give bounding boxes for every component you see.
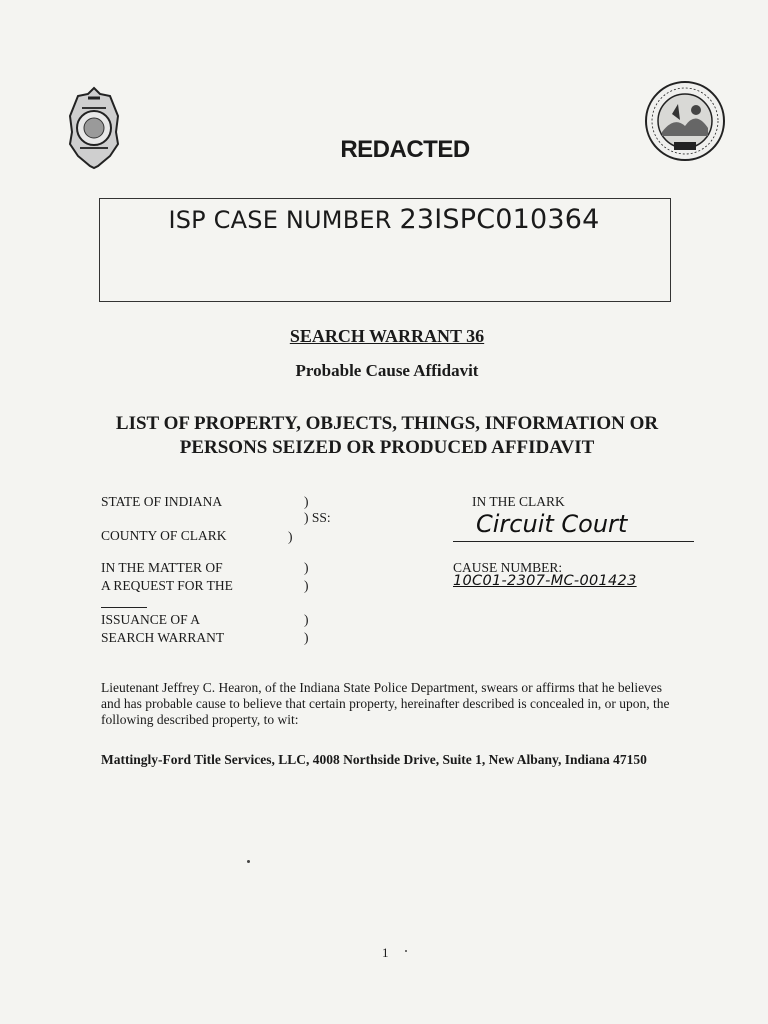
caption-paren: ) — [288, 529, 293, 544]
property-description: Mattingly-Ford Title Services, LLC, 4008 Northside Drive, Suite 1, New Albany, Indiana 47150 — [101, 752, 647, 767]
list-heading-line-1: LIST OF PROPERTY, OBJECTS, THINGS, INFORMATION OR — [115, 413, 659, 434]
caption-paren: ) — [304, 494, 309, 509]
caption-matter-line-2: A REQUEST FOR THE — [101, 578, 233, 593]
list-heading-line-2: PERSONS SEIZED OR PRODUCED AFFIDAVIT — [179, 437, 595, 458]
stray-mark — [405, 950, 407, 952]
caption-issuance-line-1: ISSUANCE OF A — [101, 612, 201, 627]
list-heading — [60, 412, 714, 460]
caption-county: COUNTY OF CLARK — [101, 528, 227, 543]
court-label: IN THE CLARK — [472, 494, 565, 509]
case-number-value: 23ISPC010364 — [399, 204, 600, 235]
caption-paren: ) — [304, 578, 309, 593]
search-warrant-title: SEARCH WARRANT 36 — [289, 326, 485, 346]
caption-state: STATE OF INDIANA — [101, 494, 223, 509]
page-number: 1 — [382, 945, 389, 960]
stray-mark — [247, 860, 250, 863]
caption-issuance-line-2: SEARCH WARRANT — [101, 630, 225, 645]
document-subtitle: Probable Cause Affidavit — [295, 361, 479, 380]
caption-paren: ) — [304, 560, 309, 575]
court-signature-line — [453, 541, 694, 542]
caption-short-rule — [101, 607, 147, 608]
caption-ss: ) SS: — [304, 510, 331, 525]
case-number-label: ISP CASE NUMBER — [168, 206, 392, 234]
redacted-label: REDACTED — [340, 136, 470, 163]
court-handwritten: Circuit Court — [476, 510, 628, 538]
caption-paren: ) — [304, 630, 309, 645]
caption-paren: ) — [304, 612, 309, 627]
cause-number-label: CAUSE NUMBER: — [453, 560, 563, 575]
cause-number-handwritten: 10C01-2307-MC-001423 — [453, 573, 637, 589]
case-number-line — [0, 204, 768, 235]
caption-matter-line-1: IN THE MATTER OF — [101, 560, 223, 575]
affidavit-paragraph: Lieutenant Jeffrey C. Hearon, of the Indiana State Police Department, swears or affirms that he believes and has probable cause to believe that certain property, hereinafter described is concealed in, or upon, the following described property, to wit: — [101, 680, 670, 727]
